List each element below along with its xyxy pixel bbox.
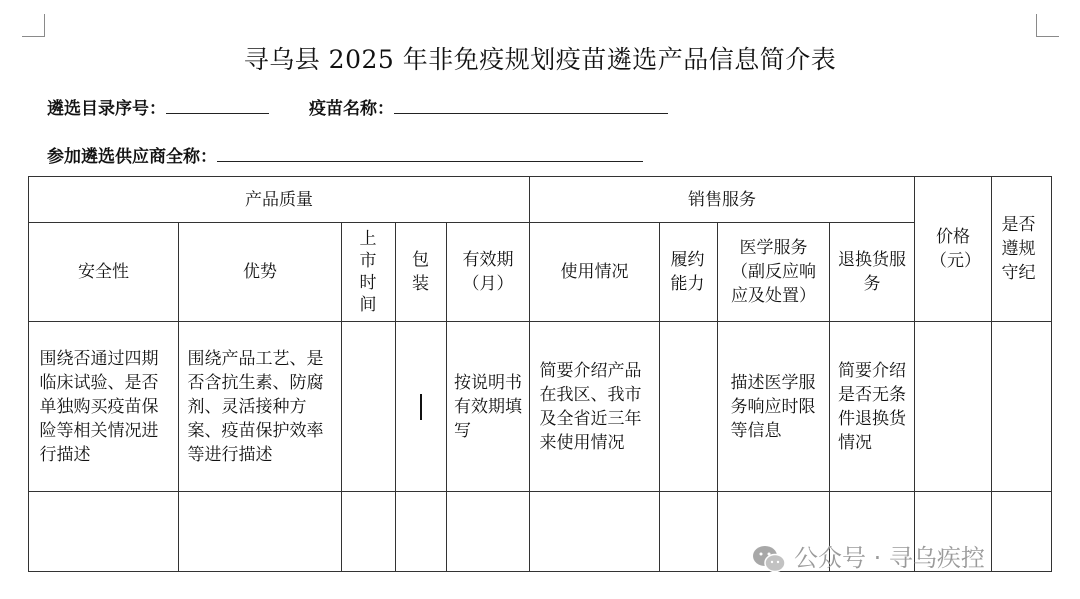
col-packaging: 包装	[396, 223, 447, 322]
page-corner-mark-left	[22, 14, 45, 37]
page-corner-mark-right	[1036, 14, 1059, 37]
col-validity: 有效期（月）	[447, 223, 530, 322]
vaccine-name-label: 疫苗名称：	[309, 99, 394, 119]
desc-safety[interactable]: 围绕否通过四期临床试验、是否单独购买疫苗保险等相关情况进行描述	[29, 322, 179, 492]
col-return-service: 退换货服务	[830, 223, 915, 322]
col-medical-service: 医学服务（副反应响应及处置）	[718, 223, 830, 322]
entry-cell[interactable]	[396, 492, 447, 572]
supplier-field	[47, 142, 643, 167]
entry-cell[interactable]	[447, 492, 530, 572]
entry-cell[interactable]	[29, 492, 179, 572]
entry-cell[interactable]	[342, 492, 396, 572]
desc-medical-service[interactable]: 描述医学服务响应时限等信息	[718, 322, 830, 492]
catalog-no-field	[47, 94, 269, 119]
wechat-icon	[752, 544, 786, 574]
entry-cell[interactable]	[992, 492, 1052, 572]
col-price: 价格（元）	[915, 177, 992, 322]
watermark-text: 公众号 · 寻乌疾控	[794, 544, 985, 572]
desc-return-service[interactable]: 简要介绍是否无条件退换货情况	[830, 322, 915, 492]
supplier-blank[interactable]	[217, 143, 643, 162]
watermark	[752, 538, 985, 574]
entry-cell[interactable]	[660, 492, 718, 572]
col-safety: 安全性	[29, 223, 179, 322]
col-advantage: 优势	[179, 223, 342, 322]
group-header-row	[29, 177, 1052, 223]
column-header-row	[29, 223, 1052, 322]
desc-packaging[interactable]	[396, 322, 447, 492]
desc-performance[interactable]	[660, 322, 718, 492]
entry-cell[interactable]	[179, 492, 342, 572]
vaccine-name-blank[interactable]	[394, 95, 668, 114]
group-quality: 产品质量	[29, 177, 530, 223]
desc-launch-time[interactable]	[342, 322, 396, 492]
catalog-no-label: 遴选目录序号：	[47, 99, 166, 119]
desc-validity[interactable]: 按说明书有效期填写	[447, 322, 530, 492]
col-performance: 履约能力	[660, 223, 718, 322]
desc-compliance[interactable]	[992, 322, 1052, 492]
product-info-table	[28, 176, 1052, 572]
desc-price[interactable]	[915, 322, 992, 492]
description-row	[29, 322, 1052, 492]
document-title: 寻乌县 2025 年非免疫规划疫苗遴选产品信息简介表	[243, 45, 837, 74]
group-sales: 销售服务	[530, 177, 915, 223]
vaccine-name-field	[309, 94, 668, 119]
catalog-no-blank[interactable]	[166, 95, 269, 114]
entry-cell[interactable]	[530, 492, 660, 572]
text-cursor	[420, 394, 422, 420]
desc-advantage[interactable]: 围绕产品工艺、是否含抗生素、防腐剂、灵活接种方案、疫苗保护效率等进行描述	[179, 322, 342, 492]
desc-usage[interactable]: 简要介绍产品在我区、我市及全省近三年来使用情况	[530, 322, 660, 492]
col-launch-time: 上市时间	[342, 223, 396, 322]
col-compliance: 是否遵规守纪	[992, 177, 1052, 322]
col-usage: 使用情况	[530, 223, 660, 322]
supplier-label: 参加遴选供应商全称：	[47, 147, 217, 167]
